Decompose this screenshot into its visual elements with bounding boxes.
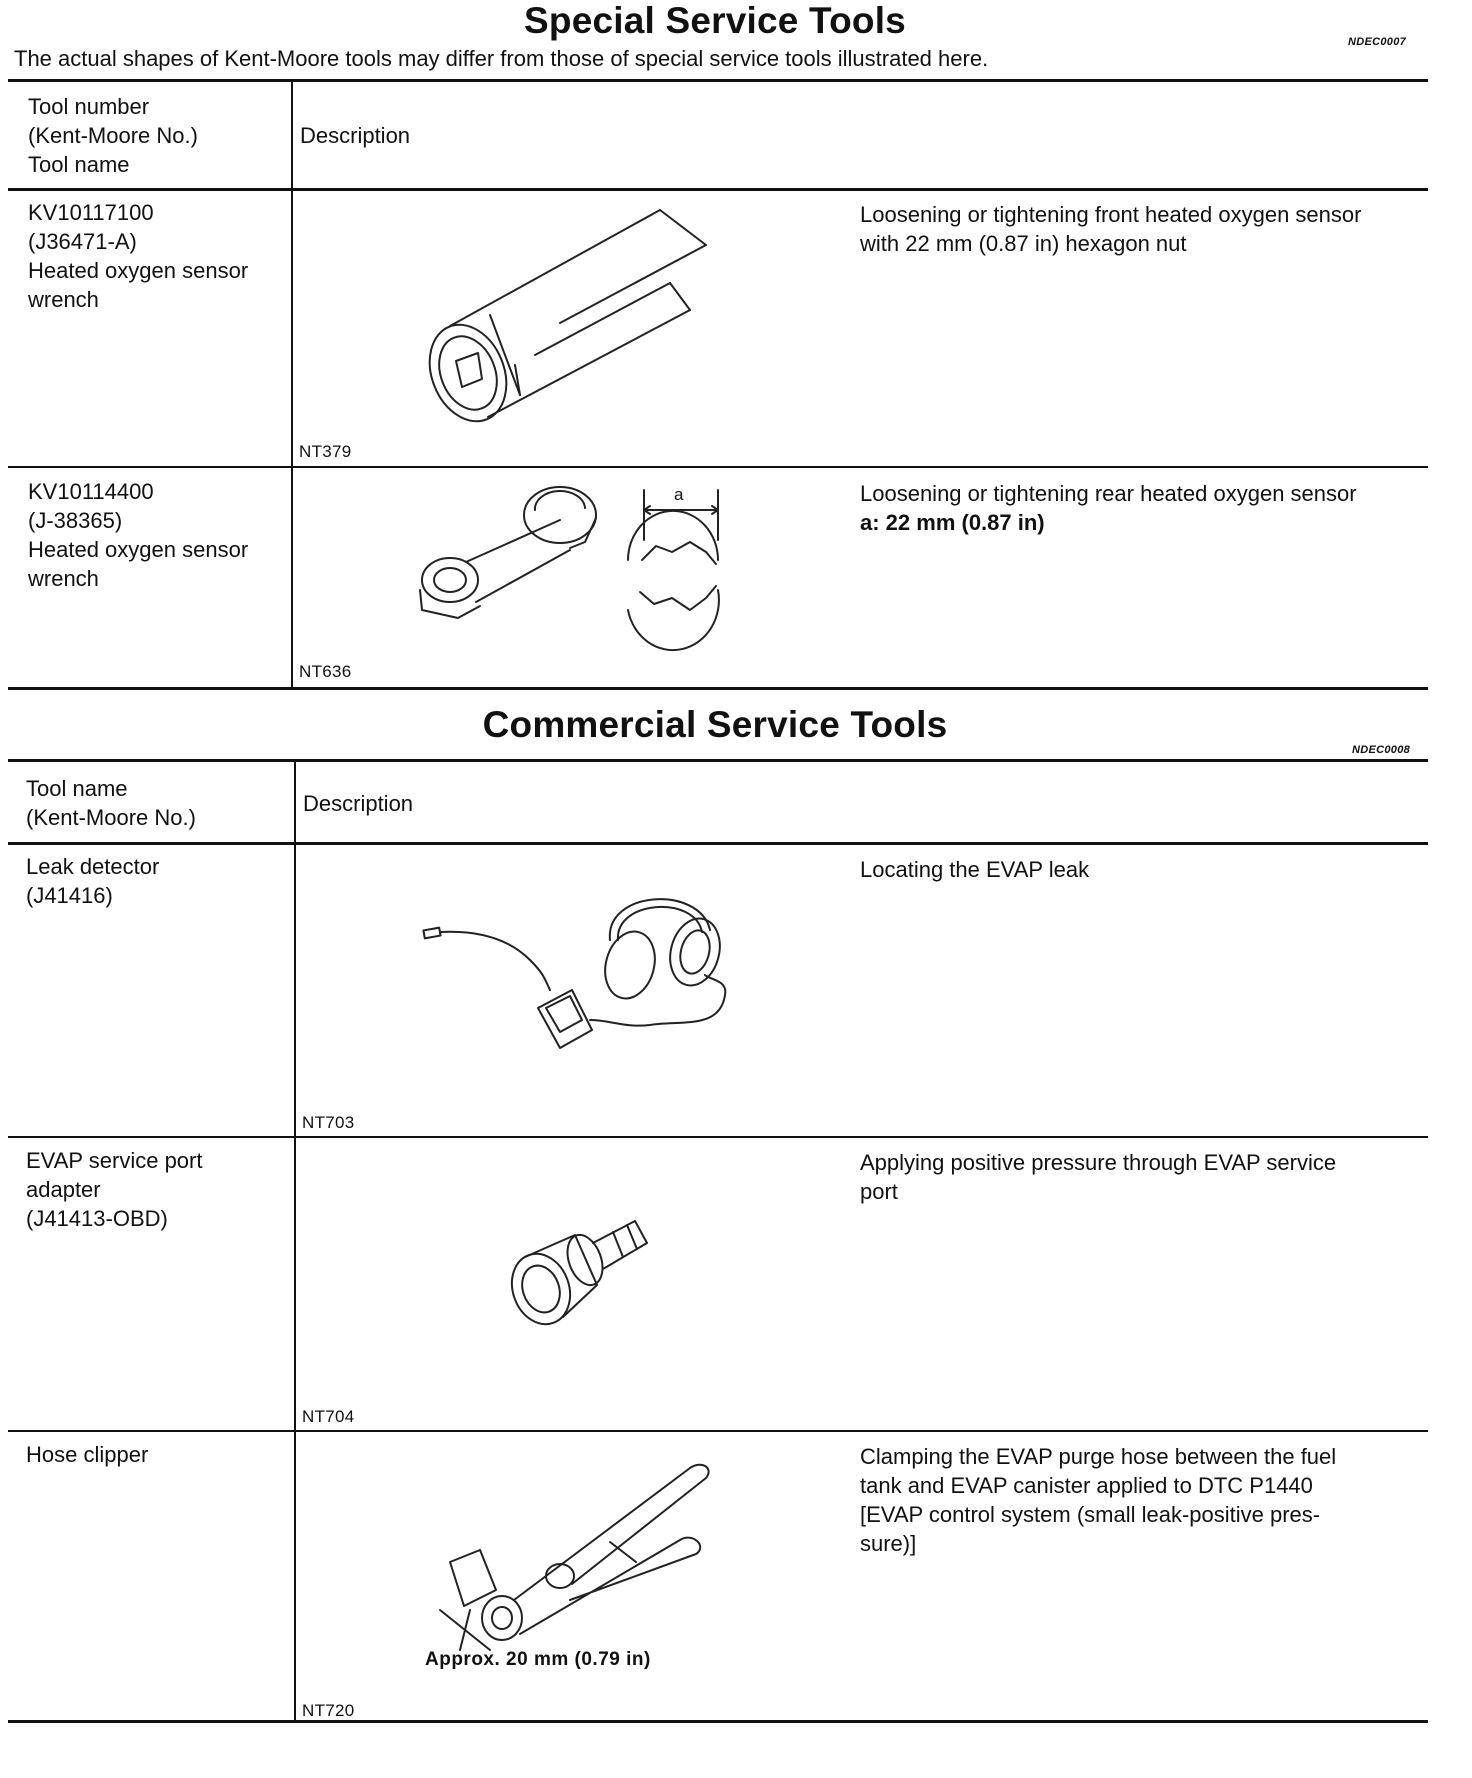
figure-code: NT704	[302, 1407, 355, 1426]
tool-number: KV10114400	[28, 479, 154, 504]
tool-name: wrench	[28, 566, 99, 591]
kent-moore-number: (J36471-A)	[28, 229, 137, 254]
special-header-description: Description	[300, 123, 411, 148]
commercial-header-tool-column: Tool name (Kent-Moore No.)	[26, 776, 196, 830]
description-kv10117100: Loosening or tightening front heated oxygen sensor with 22 mm (0.87 in) hexagon nut	[860, 202, 1362, 256]
tool-cell-kv10117100	[28, 198, 248, 314]
commercial-header-description: Description	[303, 791, 414, 816]
tool-cell-evap-port-adapter	[26, 1146, 202, 1233]
header-rule	[8, 842, 1428, 845]
description-kv10114400: Loosening or tightening rear heated oxygen sensor a: 22 mm (0.87 in)	[860, 481, 1357, 535]
tool-name: Leak detector	[26, 854, 160, 879]
description-leak-detector: Locating the EVAP leak	[860, 857, 1090, 882]
commercial-table-bottom-rule	[8, 1720, 1428, 1723]
row-rule	[8, 1136, 1428, 1138]
leak-detector-headphones-icon	[420, 880, 740, 1070]
description-evap-port-adapter: Applying positive pressure through EVAP service port	[860, 1150, 1337, 1204]
description-hose-clipper: Clamping the EVAP purge hose between the fuel tank and EVAP canister applied to DTC P1440 [EVAP control system (small leak-positive pres- sure)]	[860, 1444, 1337, 1556]
dimension-spec: a: 22 mm (0.87 in)	[860, 510, 1045, 535]
tool-name: Heated oxygen sensor	[28, 537, 249, 562]
row-rule	[8, 466, 1428, 468]
dimension-note: Approx. 20 mm (0.79 in)	[425, 1649, 651, 1670]
special-tools-title: Special Service Tools	[524, 0, 906, 41]
tool-cell-kv10114400	[28, 477, 248, 593]
tool-cell-leak-detector	[26, 852, 159, 910]
tool-name: adapter	[26, 1177, 101, 1202]
kent-moore-number: (J-38365)	[28, 508, 123, 533]
tool-name: EVAP service port	[26, 1148, 203, 1173]
tool-name: wrench	[28, 287, 99, 312]
hose-clipper-pliers-icon	[430, 1450, 750, 1650]
figure-code: NT379	[299, 442, 352, 461]
column-divider	[291, 81, 293, 688]
tool-number: KV10117100	[28, 200, 154, 225]
header-rule	[8, 188, 1428, 191]
row-rule	[8, 1430, 1428, 1432]
special-tools-note: The actual shapes of Kent-Moore tools may differ from those of special service tools illustrated here.	[14, 46, 989, 71]
special-header-tool-column: Tool number (Kent-Moore No.) Tool name	[28, 94, 198, 177]
tool-cell-hose-clipper	[26, 1440, 148, 1469]
kent-moore-number: (J41416)	[26, 883, 113, 908]
figure-code: NT720	[302, 1701, 355, 1720]
special-tools-code: NDEC0007	[1348, 36, 1407, 48]
port-adapter-icon	[505, 1205, 665, 1335]
table-top-rule	[8, 759, 1428, 762]
dimension-label-a: a	[674, 485, 684, 504]
commercial-tools-title: Commercial Service Tools	[482, 704, 948, 745]
flare-nut-wrench-icon	[410, 480, 740, 650]
table-top-rule	[8, 79, 1428, 82]
figure-code: NT703	[302, 1113, 355, 1132]
commercial-tools-code: NDEC0008	[1352, 744, 1411, 756]
column-divider	[294, 761, 296, 1722]
tool-name: Heated oxygen sensor	[28, 258, 249, 283]
socket-wrench-icon	[420, 205, 730, 435]
special-table-bottom-rule	[8, 687, 1428, 690]
figure-code: NT636	[299, 662, 352, 681]
tool-name: Hose clipper	[26, 1442, 149, 1467]
kent-moore-number: (J41413-OBD)	[26, 1206, 168, 1231]
